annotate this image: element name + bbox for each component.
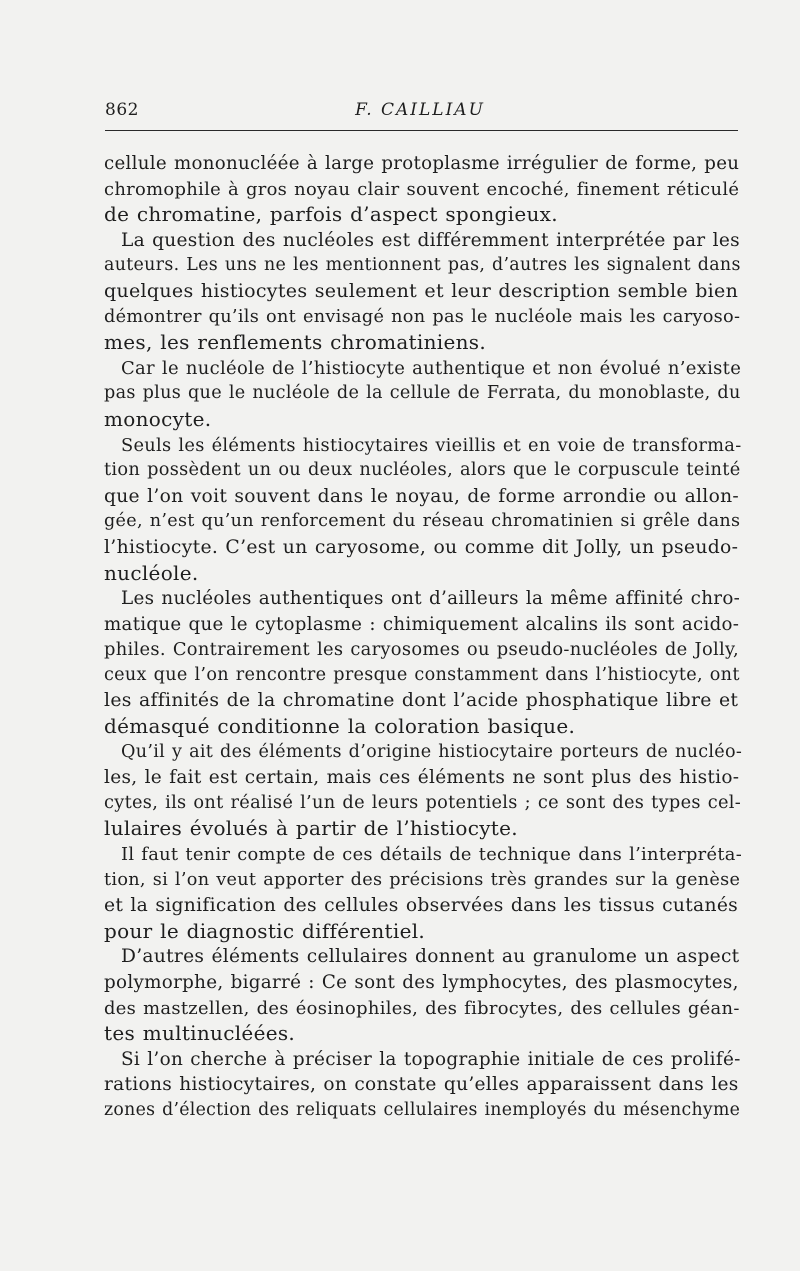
text-line: que l’on voit souvent dans le noyau, de forme arrondie ou allon- — [104, 485, 740, 507]
text-line: ceux que l’on rencontre presque constamment dans l’histiocyte, ont — [104, 664, 740, 685]
text-line: l’histiocyte. C’est un caryosome, ou comme dit Jolly, un pseudo- — [104, 536, 739, 558]
text-line: Les nucléoles authentiques ont d’ailleurs la même affinité chro- — [121, 588, 741, 610]
text-line: de chromatine, parfois d’aspect spongieux. — [104, 202, 558, 227]
text-line: zones d’élection des reliquats cellulaires inemployés du mésenchyme — [104, 1099, 741, 1120]
running-head: F. CAILLIAU — [355, 100, 485, 120]
text-line: quelques histiocytes seulement et leur description semble bien — [104, 279, 739, 302]
text-line: et la signification des cellules observées dans les tissus cutanés — [104, 895, 739, 917]
text-line: les affinités de la chromatine dont l’acide phosphatique libre et — [104, 690, 739, 712]
text-line: Qu’il y ait des éléments d’origine histiocytaire porteurs de nucléo- — [121, 741, 743, 762]
text-line: démasqué conditionne la coloration basique. — [104, 714, 576, 739]
text-line: Si l’on cherche à préciser la topographie initiale de ces prolifé- — [121, 1048, 741, 1070]
body-text — [104, 151, 743, 1124]
text-line: cellule mononucléée à large protoplasme irrégulier de forme, peu — [104, 153, 740, 174]
text-line: Il faut tenir compte de ces détails de technique dans l’interpréta- — [121, 844, 743, 866]
text-line: les, le fait est certain, mais ces éléments ne sont plus des histio- — [104, 767, 740, 789]
text-line: D’autres éléments cellulaires donnent au granulome un aspect — [121, 946, 740, 968]
text-line: tes multinucléées. — [104, 1021, 296, 1046]
text-line: monocyte. — [104, 406, 212, 431]
text-line: des mastzellen, des éosinophiles, des fibrocytes, des cellules géan- — [104, 997, 740, 1019]
text-line: cytes, ils ont réalisé l’un de leurs potentiels ; ce sont des types cel- — [104, 792, 742, 813]
text-line: gée, n’est qu’un renforcement du réseau chromatinien si grêle dans — [104, 511, 741, 532]
text-line: rations histiocytaires, on constate qu’elles apparaissent dans les — [104, 1074, 739, 1096]
text-line: tion, si l’on veut apporter des précisions très grandes sur la genèse — [104, 869, 741, 890]
text-line: pas plus que le nucléole de la cellule de Ferrata, du monoblaste, du — [104, 383, 741, 404]
text-line: Car le nucléole de l’histiocyte authentique et non évolué n’existe — [121, 357, 742, 379]
text-line: La question des nucléoles est différemment interprétée par les — [121, 229, 740, 251]
text-line: polymorphe, bigarré : Ce sont des lymphocytes, des plasmocytes, — [104, 972, 739, 993]
text-line: chromophile à gros noyau clair souvent encoché, finement réticulé — [104, 178, 740, 200]
text-line: philes. Contrairement les caryosomes ou pseudo-nucléoles de Jolly, — [104, 639, 740, 661]
text-line: Seuls les éléments histiocytaires vieillis et en voie de transforma- — [121, 434, 742, 456]
text-line: tion possèdent un ou deux nucléoles, alors que le corpuscule teinté — [104, 460, 741, 481]
text-line: mes, les renflements chromatiniens. — [104, 330, 487, 355]
page-header — [105, 100, 735, 134]
page-number: 862 — [105, 100, 139, 120]
header-rule — [105, 130, 738, 131]
text-line: auteurs. Les uns ne les mentionnent pas, d’autres les signalent dans — [104, 255, 741, 276]
text-line: lulaires évolués à partir de l’histiocyte. — [104, 816, 518, 841]
text-line: démontrer qu’ils ont envisagé non pas le nucléole mais les caryoso- — [104, 306, 741, 327]
text-line: pour le diagnostic différentiel. — [104, 918, 426, 943]
text-line: matique que le cytoplasme : chimiquement alcalins ils sont acido- — [104, 613, 740, 635]
text-line: nucléole. — [104, 560, 199, 585]
